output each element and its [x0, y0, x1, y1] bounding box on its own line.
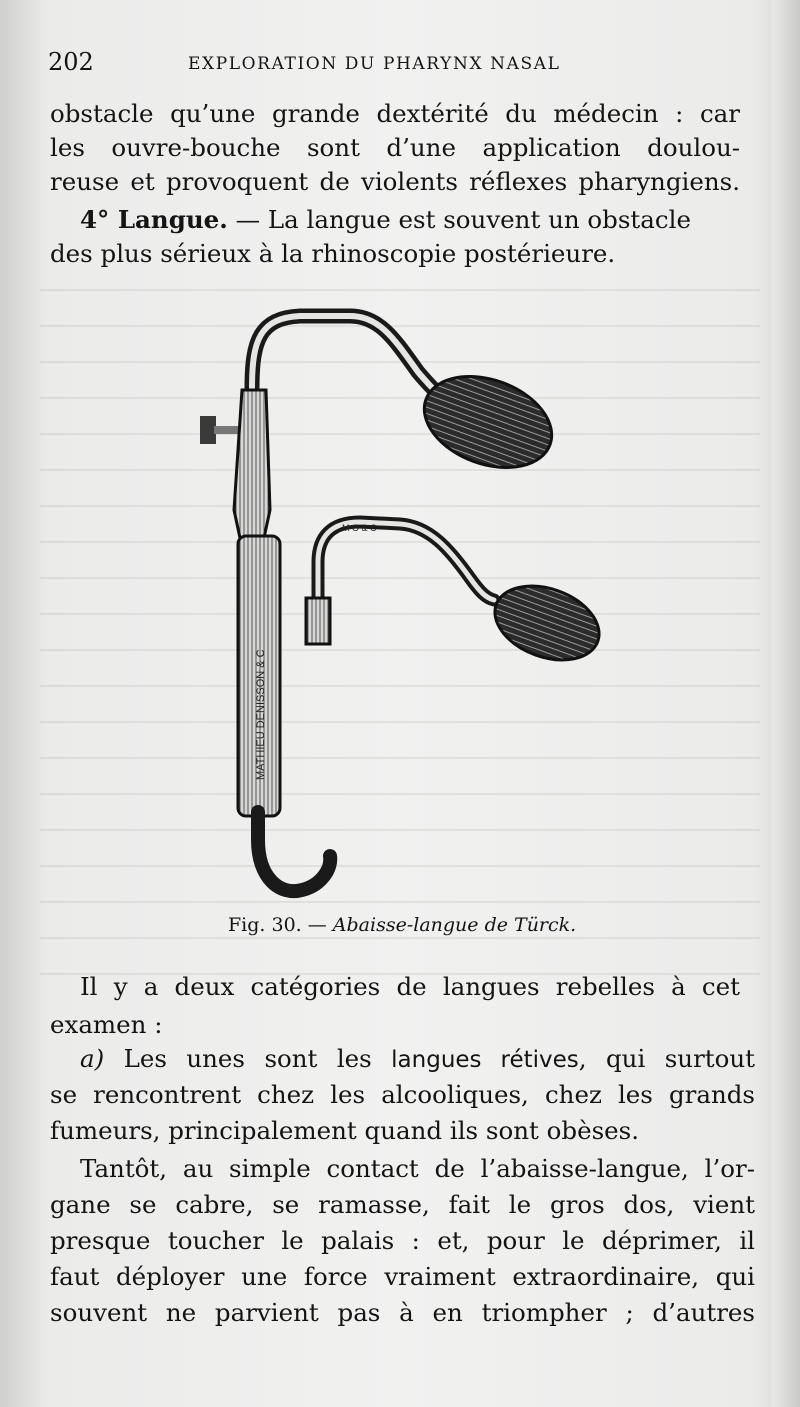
text-line: gane se cabre, se ramasse, fait le gros dos, vient — [50, 1190, 755, 1219]
maker-engraving: MATHIEU DENISSON & C — [255, 649, 267, 780]
lower-blade — [485, 573, 610, 674]
figure-caption — [228, 914, 576, 936]
upper-curved-arm — [252, 316, 450, 400]
caption-prefix: Fig. 30. — — [228, 914, 333, 936]
text-fragment: — La langue est souvent un obstacle — [227, 205, 691, 234]
page-number: 202 — [48, 48, 94, 76]
text-line: se rencontrent chez les alcooliques, chez les grands — [50, 1080, 755, 1109]
emphasis-term: langues rétives — [391, 1047, 579, 1073]
page-header — [48, 44, 748, 84]
page-gutter — [772, 0, 800, 1407]
caption-title: Abaisse-langue de Türck. — [332, 914, 577, 936]
text-line: des plus sérieux à la rhinoscopie postérieure. — [50, 239, 616, 268]
running-title: EXPLORATION DU PHARYNX NASAL — [188, 54, 561, 74]
hook-end — [258, 812, 330, 891]
list-marker: a) — [80, 1044, 105, 1073]
upper-blade — [412, 360, 565, 484]
thumb-screw — [200, 416, 216, 444]
text-line: reuse et provoquent de violents réflexes pharyngiens. — [50, 167, 740, 196]
section-line — [80, 203, 740, 237]
text-line: presque toucher le palais : et, pour le déprimer, il — [50, 1226, 755, 1255]
text-line: Il y a deux catégories de langues rebelles à cet — [80, 972, 740, 1001]
text-line: obstacle qu’une grande dextérité du médecin : car — [50, 99, 740, 128]
text-line: souvent ne parvient pas à en triompher ; d’autres — [50, 1298, 755, 1327]
upper-handle — [234, 390, 270, 538]
lower-attachment — [306, 598, 330, 644]
section-heading: 4° Langue. — [80, 205, 228, 234]
text-fragment: Les unes sont les — [104, 1044, 392, 1073]
tongue-depressor-figure — [190, 300, 620, 905]
text-fragment: , qui surtout — [578, 1044, 756, 1073]
small-engraving: M O & C — [342, 523, 377, 533]
text-line: faut déployer une force vraiment extraordinaire, qui — [50, 1262, 755, 1291]
text-line — [80, 1042, 755, 1077]
text-line: fumeurs, principalement quand ils sont obèses. — [50, 1116, 640, 1145]
text-line: les ouvre-bouche sont d’une application doulou- — [50, 133, 740, 162]
text-line: examen : — [50, 1010, 163, 1039]
text-line: Tantôt, au simple contact de l’abaisse-langue, l’or- — [80, 1154, 755, 1183]
